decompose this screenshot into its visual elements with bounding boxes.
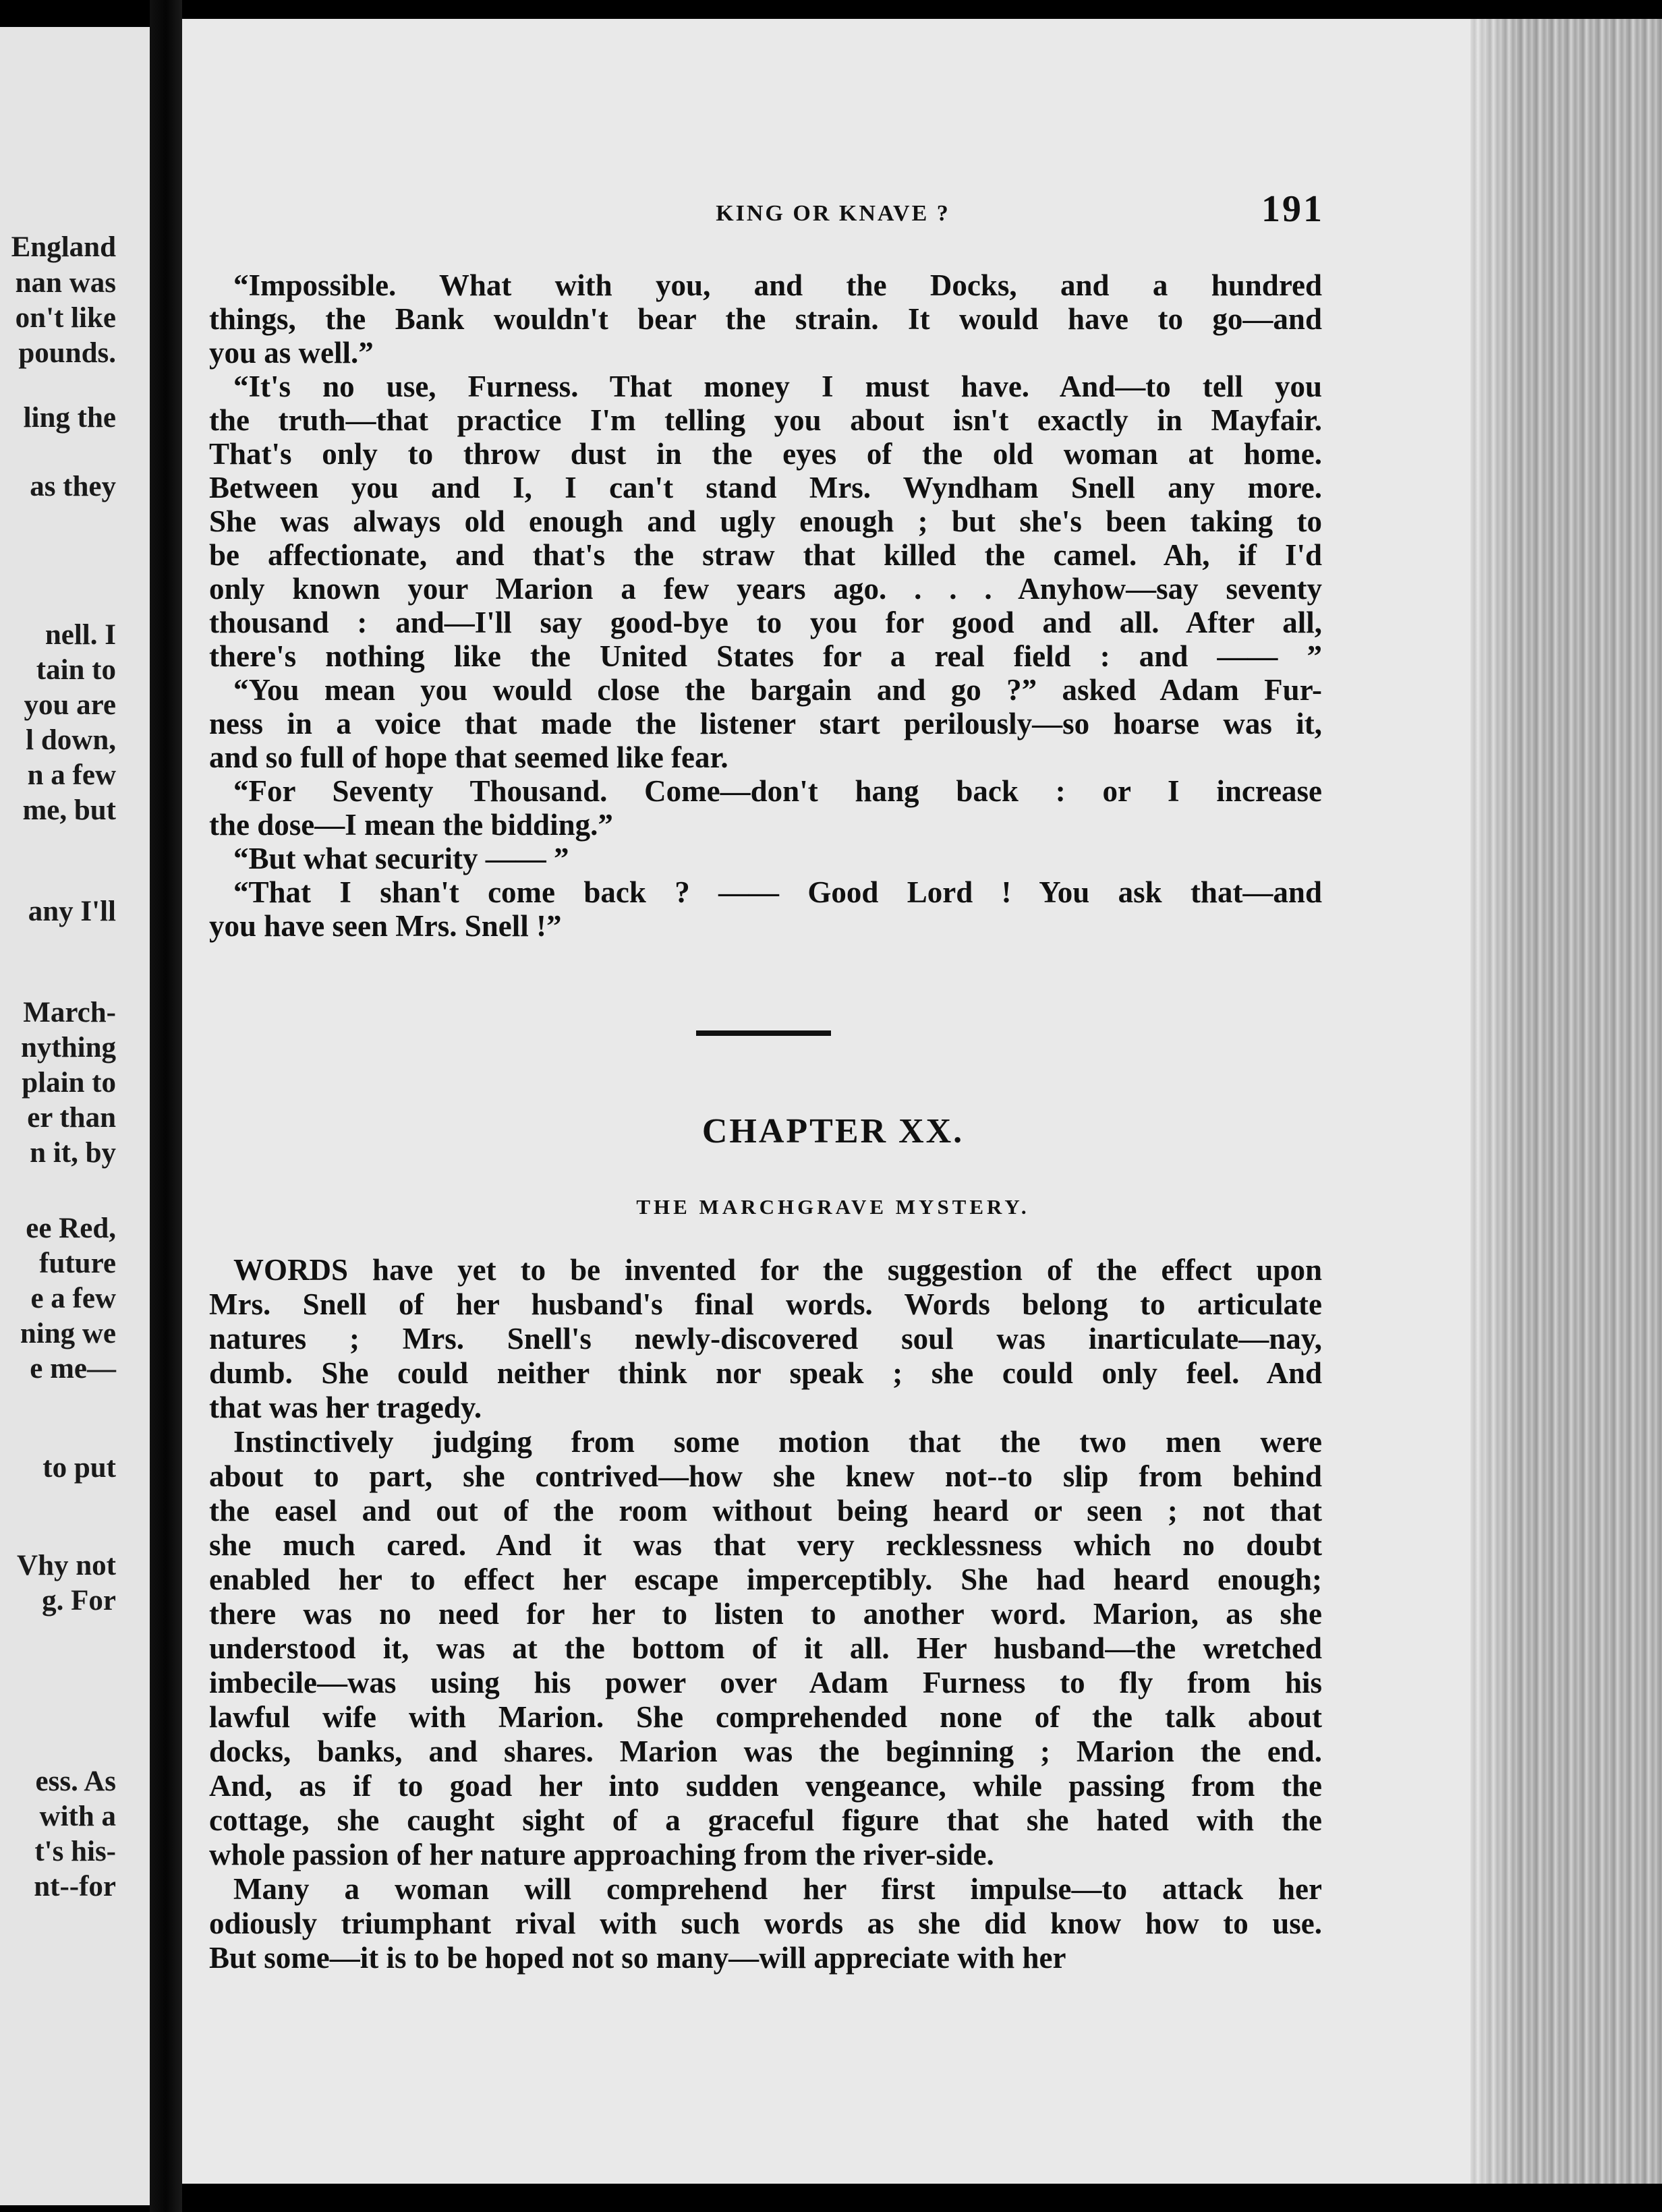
fragment-line: e me— [30, 1353, 116, 1385]
text-line: about to part, she contrived—how she knew not--to slip from behind [209, 1459, 1322, 1493]
book-gutter [150, 0, 182, 2212]
text-line: Many a woman will comprehend her first impulse—to attack her [233, 1872, 1322, 1906]
fragment-line: ling the [23, 402, 116, 434]
text-line: only known your Marion a few years ago. . . . Anyhow—say seventy [209, 572, 1322, 606]
text-line: Instinctively judging from some motion that the two men were [233, 1425, 1322, 1459]
text-line: imbecile—was using his power over Adam Furness to fly from his [209, 1666, 1322, 1699]
fragment-line: n it, by [30, 1137, 116, 1169]
text-line: “But what security —— ” [233, 842, 569, 875]
chapter-subtitle: THE MARCHGRAVE MYSTERY. [636, 1195, 1030, 1219]
fragment-line: March- [23, 997, 116, 1028]
section-divider-rule [696, 1030, 831, 1036]
text-line: enabled her to effect her escape imperceptibly. She had heard enough; [209, 1563, 1322, 1596]
text-line: “That I shan't come back ? —— Good Lord ! You ask that—and [233, 875, 1322, 909]
text-line: And, as if to goad her into sudden vengeance, while passing from the [209, 1769, 1322, 1803]
fragment-line: nell. I [45, 619, 116, 651]
text-line: there was no need for her to listen to another word. Marion, as she [209, 1597, 1322, 1631]
text-line: natures ; Mrs. Snell's newly-discovered soul was inarticulate—nay, [209, 1322, 1322, 1356]
text-line: “For Seventy Thousand. Come—don't hang back : or I increase [233, 774, 1322, 808]
fragment-line: nt--for [34, 1871, 116, 1902]
text-line: the truth—that practice I'm telling you about isn't exactly in Mayfair. [209, 403, 1322, 437]
text-line: there's nothing like the United States for a real field : and —— ” [209, 639, 1322, 673]
previous-page-fragment [0, 27, 150, 2205]
fragment-line: ning we [20, 1318, 116, 1349]
book-page [182, 19, 1484, 2184]
fragment-line: nything [20, 1032, 116, 1064]
text-line: lawful wife with Marion. She comprehended none of the talk about [209, 1700, 1322, 1734]
page-number: 191 [1261, 188, 1324, 230]
fragment-line: ee Red, [26, 1213, 116, 1244]
fragment-line: e a few [30, 1283, 116, 1314]
fragment-line: tain to [36, 654, 116, 686]
fragment-line: future [39, 1248, 116, 1279]
running-head: KING OR KNAVE ? [716, 201, 950, 226]
text-line: “You mean you would close the bargain and go ?” asked Adam Fur- [233, 673, 1322, 707]
fragment-line: l down, [26, 724, 116, 756]
text-line: Between you and I, I can't stand Mrs. Wyndham Snell any more. [209, 471, 1322, 504]
fragment-line: pounds. [18, 337, 116, 369]
text-line: you as well.” [209, 336, 374, 370]
fragment-line: er than [27, 1102, 116, 1134]
text-line: “It's no use, Furness. That money I must have. And—to tell you [233, 370, 1322, 403]
text-line: she much cared. And it was that very recklessness which no doubt [209, 1528, 1322, 1562]
page-edges [1470, 19, 1662, 2184]
fragment-line: to put [42, 1452, 116, 1484]
chapter-title: CHAPTER XX. [701, 1112, 965, 1151]
text-line: be affectionate, and that's the straw that killed the camel. Ah, if I'd [209, 538, 1322, 572]
text-line: WORDS have yet to be invented for the suggestion of the effect upon [233, 1253, 1322, 1287]
text-line: and so full of hope that seemed like fear. [209, 740, 728, 774]
text-line: She was always old enough and ugly enough ; but she's been taking to [209, 504, 1322, 538]
text-line: that was her tragedy. [209, 1391, 482, 1424]
fragment-line: me, but [22, 794, 116, 826]
fragment-line: as they [30, 471, 116, 502]
text-line: That's only to throw dust in the eyes of the old woman at home. [209, 437, 1322, 471]
text-line: Mrs. Snell of her husband's final words. Words belong to articulate [209, 1287, 1322, 1321]
fragment-line: ess. As [35, 1766, 116, 1797]
fragment-line: with a [39, 1801, 116, 1832]
text-line: dumb. She could neither think nor speak ; she could only feel. And [209, 1356, 1322, 1390]
text-line: But some—it is to be hoped not so many—will appreciate with her [209, 1941, 1066, 1975]
fragment-line: n a few [27, 759, 116, 791]
text-line: the dose—I mean the bidding.” [209, 808, 613, 842]
fragment-line: any I'll [28, 896, 116, 927]
text-line: understood it, was at the bottom of it all. Her husband—the wretched [209, 1631, 1322, 1665]
text-line: the easel and out of the room without being heard or seen ; not that [209, 1494, 1322, 1527]
fragment-line: plain to [22, 1067, 116, 1099]
text-line: “Impossible. What with you, and the Docks, and a hundred [233, 268, 1322, 302]
text-line: docks, banks, and shares. Marion was the beginning ; Marion the end. [209, 1735, 1322, 1768]
text-line: you have seen Mrs. Snell !” [209, 909, 562, 943]
text-line: odiously triumphant rival with such words as she did know how to use. [209, 1907, 1322, 1940]
fragment-line: on't like [15, 302, 116, 334]
fragment-line: England [11, 231, 116, 263]
text-line: things, the Bank wouldn't bear the strain. It would have to go—and [209, 302, 1322, 336]
fragment-line: nan was [15, 267, 116, 299]
fragment-line: Vhy not [17, 1550, 116, 1581]
fragment-line: you are [24, 689, 116, 721]
text-line: thousand : and—I'll say good-bye to you for good and all. After all, [209, 606, 1322, 639]
text-line: cottage, she caught sight of a graceful figure that she hated with the [209, 1803, 1322, 1837]
fragment-line: g. For [42, 1585, 116, 1617]
fragment-line: t's his- [34, 1836, 116, 1867]
text-line: ness in a voice that made the listener start perilously—so hoarse was it, [209, 707, 1322, 740]
text-line: whole passion of her nature approaching from the river-side. [209, 1838, 994, 1871]
